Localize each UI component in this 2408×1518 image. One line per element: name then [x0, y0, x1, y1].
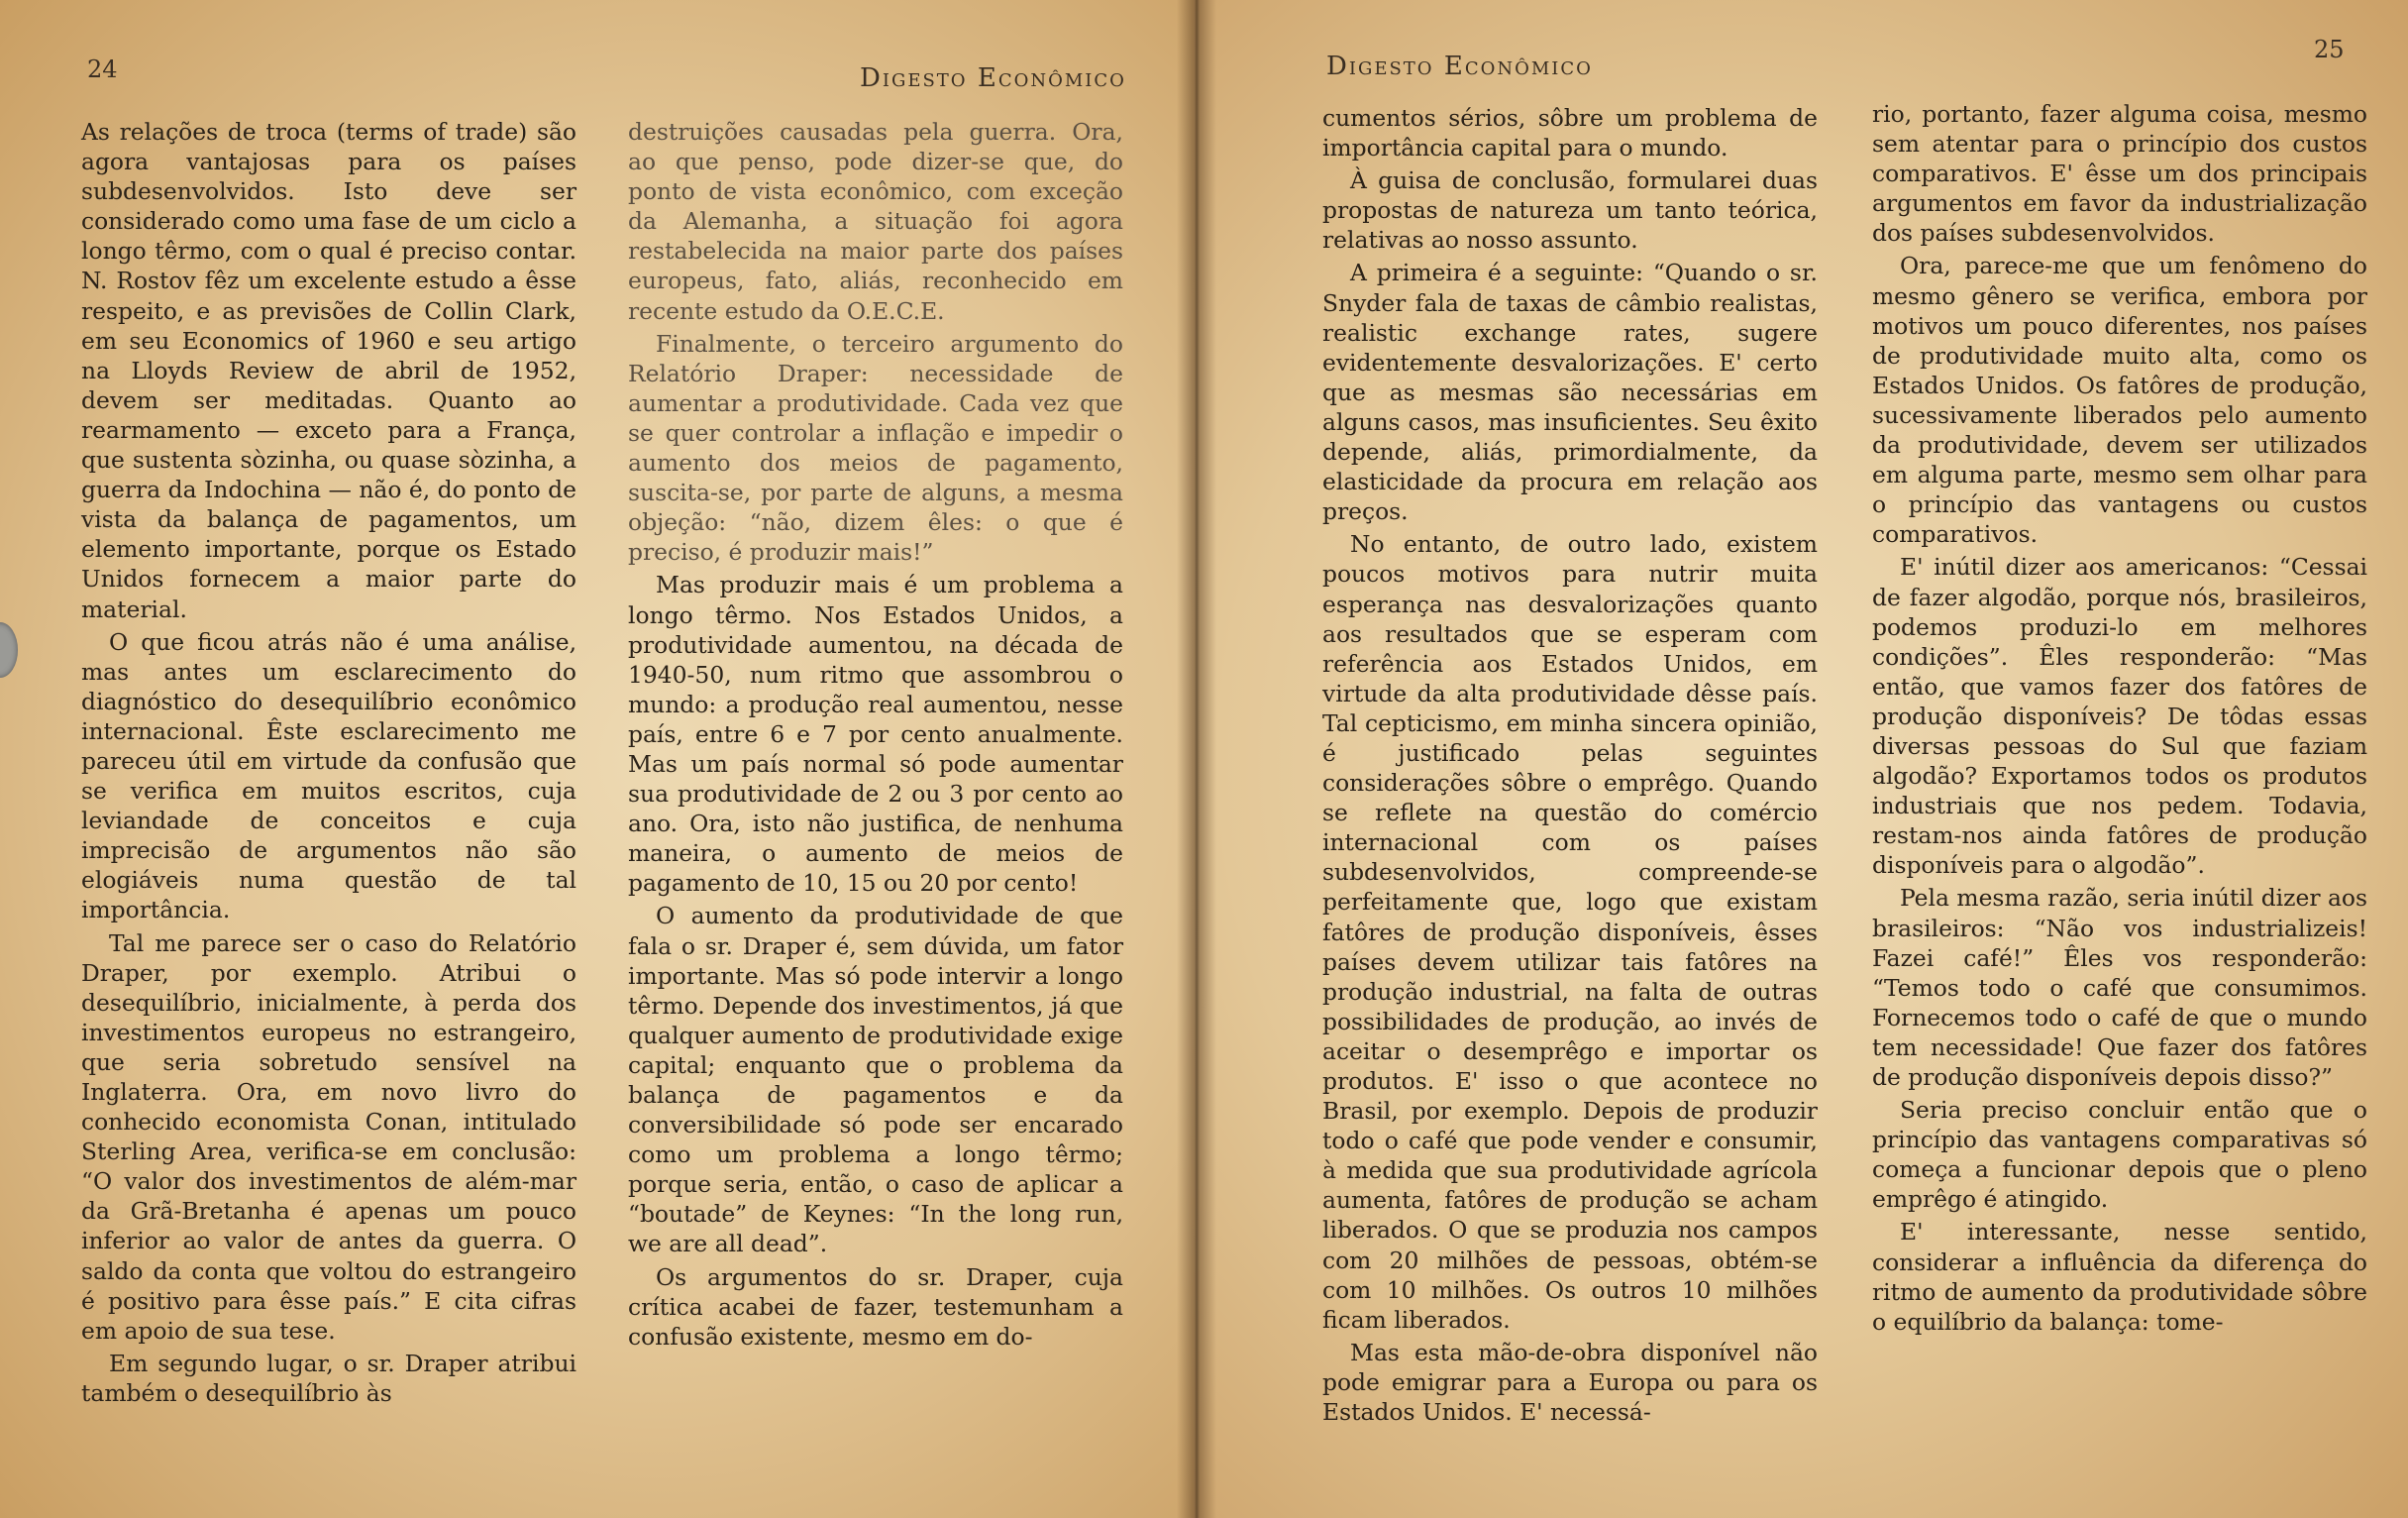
running-head-right: Digesto Econômico: [1326, 52, 1593, 81]
paragraph: cumentos sérios, sôbre um problema de importância capital para o mundo.: [1322, 104, 1818, 163]
left-page: [0, 0, 1199, 1518]
paragraph: O aumento da produtividade de que fala o sr. Draper é, sem dúvida, um fator importante. Mas só pode intervir a longo têrmo. Depende dos investimentos, já que qualquer aumento de produtividade exige capital; enquanto que o problema da balança de pagamentos e da conversibilidade só pode ser encarado como um problema a longo têrmo; porque seria, então, o caso de aplicar a “boutade” de Keynes: “In the long run, we are all dead”.: [628, 902, 1123, 1258]
page-number-right: 25: [2314, 36, 2345, 63]
paragraph: rio, portanto, fazer alguma coisa, mesmo sem atentar para o princípio dos custos comparativos. E' êsse um dos principais argumentos em favor da industrialização dos países subdesenvolvidos.: [1872, 100, 2367, 248]
paragraph: E' inútil dizer aos americanos: “Cessai de fazer algodão, porque nós, brasileiros, podemos produzi-lo em melhores condições”. Êles responderão: “Mas então, que vamos fazer dos fatôres de produção disponíveis? De tôdas essas diversas pessoas do Sul que faziam algodão? Exportamos todos os produtos industriais que nos pedem. Todavia, restam-nos ainda fatôres de produção disponíveis para o algodão”.: [1872, 553, 2367, 880]
paragraph: Finalmente, o terceiro argumento do Relatório Draper: necessidade de aumentar a produtividade. Cada vez que se quer controlar a inflação e impedir o aumento dos meios de pagamento, suscita-se, por parte de alguns, a mesma objeção: “não, dizem êles: o que é preciso, é produzir mais!”: [628, 329, 1123, 567]
paragraph: O que ficou atrás não é uma análise, mas antes um esclarecimento do diagnóstico do desequilíbrio econômico internacional. Êste esclarecimento me pareceu útil em virtude da confusão que se verifica em muitos escritos, cuja leviandade de conceitos e cuja imprecisão de argumentos não são elogiáveis numa questão de tal importância.: [81, 627, 576, 924]
right-column-1: [1322, 103, 1818, 1427]
paragraph: Ora, parece-me que um fenômeno do mesmo gênero se verifica, embora por motivos um pouco diferentes, nos países de produtividade muito alta, como os Estados Unidos. Os fatôres de produção, sucessivamente liberados pelo aumento da produtividade, devem ser utilizados em alguma parte, mesmo sem olhar para o princípio das vantagens ou custos comparativos.: [1872, 252, 2367, 549]
paragraph: Tal me parece ser o caso do Relatório Draper, por exemplo. Atribui o desequilíbrio, inicialmente, à perda dos investimentos europeus no estrangeiro, que seria sobretudo sensível na Inglaterra. Ora, em novo livro do conhecido economista Conan, intitulado Sterling Area, verifica-se em conclusão: “O valor dos investimentos de além-mar da Grã-Bretanha é apenas um pouco inferior ao valor de antes da guerra. O saldo da conta que voltou do estrangeiro é positivo para êsse país.” E cita cifras em apoio de sua tese.: [81, 928, 576, 1345]
paragraph: À guisa de conclusão, formularei duas propostas de natureza um tanto teórica, relativas ao nosso assunto.: [1322, 166, 1818, 255]
paragraph: A primeira é a seguinte: “Quando o sr. Snyder fala de taxas de câmbio realistas, realistic exchange rates, sugere evidentemente desvalorizações. E' certo que as mesmas são necessárias em alguns casos, mas insuficientes. Seu êxito depende, aliás, primordialmente, da elasticidade da procura em relação aos preços.: [1322, 259, 1818, 526]
right-page: [1194, 0, 2408, 1518]
paragraph: Seria preciso concluir então que o princípio das vantagens comparativas só começa a funcionar depois que o pleno emprêgo é atingido.: [1872, 1096, 2367, 1214]
binding-hole: [0, 622, 18, 678]
left-column-2: [628, 117, 1123, 1352]
paragraph: Os argumentos do sr. Draper, cuja crítica acabei de fazer, testemunham a confusão existente, mesmo em do-: [628, 1262, 1123, 1351]
paragraph: E' interessante, nesse sentido, considerar a influência da diferença do ritmo de aumento da produtividade sôbre o equilíbrio da balança: tome-: [1872, 1218, 2367, 1336]
left-column-1: [81, 117, 576, 1408]
page-number-left: 24: [87, 55, 118, 83]
paragraph: As relações de troca (terms of trade) são agora vantajosas para os países subdesenvolvidos. Isto deve ser considerado como uma fase de um ciclo a longo têrmo, com o qual é preciso contar. N. Rostov fêz um excelente estudo a êsse respeito, e as previsões de Collin Clark, em seu Economics of 1960 e seu artigo na Lloyds Review de abril de 1952, devem ser meditadas. Quanto ao rearmamento — exceto para a França, que sustenta sòzinha, ou quase sòzinha, a guerra da Indochina — não é, do ponto de vista da balança de pagamentos, um elemento importante, porque os Estado Unidos fornecem a maior parte do material.: [81, 118, 576, 623]
paragraph: destruições causadas pela guerra. Ora, ao que penso, pode dizer-se que, do ponto de vista econômico, com exceção da Alemanha, a situação foi agora restabelecida na maior parte dos países europeus, fato, aliás, reconhecido em recente estudo da O.E.C.E.: [628, 118, 1123, 325]
paragraph: Em segundo lugar, o sr. Draper atribui também o desequilíbrio às: [81, 1349, 576, 1407]
running-head-left: Digesto Econômico: [860, 63, 1126, 93]
right-column-2: [1872, 99, 2367, 1337]
paragraph: Mas produzir mais é um problema a longo têrmo. Nos Estados Unidos, a produtividade aumentou, na década de 1940-50, num ritmo que assombrou o mundo: a produção real aumentou, nesse país, entre 6 e 7 por cento anualmente. Mas um país normal só pode aumentar sua produtividade de 2 ou 3 por cento ao ano. Ora, isto não justifica, de nenhuma maneira, o aumento de meios de pagamento de 10, 15 ou 20 por cento!: [628, 571, 1123, 898]
paragraph: Pela mesma razão, seria inútil dizer aos brasileiros: “Não vos industrializeis! Fazei café!” Êles vos responderão: “Temos todo o café que consumimos. Fornecemos todo o café de que o mundo tem necessidade! Que fazer dos fatôres de produção disponíveis depois disso?”: [1872, 884, 2367, 1091]
paragraph: Mas esta mão-de-obra disponível não pode emigrar para a Europa ou para os Estados Unidos. E' necessá-: [1322, 1338, 1818, 1427]
paragraph: No entanto, de outro lado, existem poucos motivos para nutrir muita esperança nas desvalorizações quanto aos resultados que se esperam com referência aos Estados Unidos, em virtude da alta produtividade dêsse país. Tal cepticismo, em minha sincera opinião, é justificado pelas seguintes considerações sôbre o emprêgo. Quando se reflete na questão do comércio internacional com os países subdesenvolvidos, compreende-se perfeitamente que, logo que existam fatôres de produção disponíveis, êsses países devem utilizar tais fatôres na produção industrial, na falta de outras possibilidades de produção, ao invés de aceitar o desemprêgo e importar os produtos. E' isso o que acontece no Brasil, por exemplo. Depois de produzir todo o café que pode vender e consumir, à medida que sua produtividade agrícola aumenta, fatôres de produção se acham liberados. O que se produzia nos campos com 20 milhões de pessoas, obtém-se com 10 milhões. Os outros 10 milhões ficam liberados.: [1322, 530, 1818, 1334]
